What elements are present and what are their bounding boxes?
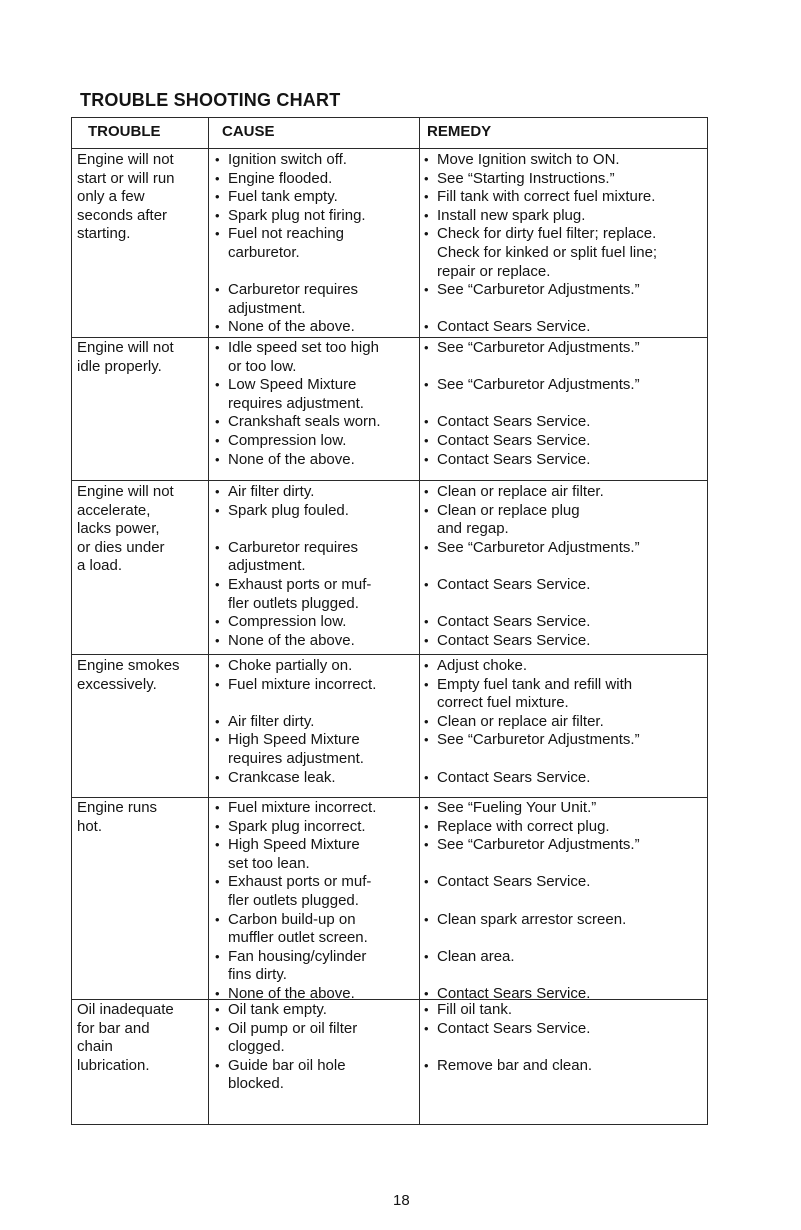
bullet-icon: •	[215, 207, 220, 223]
text-line: chain	[77, 1038, 113, 1056]
text-line	[437, 966, 708, 985]
text-line	[228, 520, 417, 539]
text-line: accelerate,	[77, 501, 151, 519]
cause-item	[212, 339, 417, 376]
bullet-icon: •	[215, 1057, 220, 1073]
cause-item	[212, 873, 417, 910]
text-line: Fill tank with correct fuel mixture.	[437, 188, 656, 206]
bullet-icon: •	[424, 818, 429, 834]
text-line: See “Carburetor Adjustments.”	[437, 376, 640, 394]
text-line: requires adjustment.	[228, 394, 364, 412]
text-line: Air filter dirty.	[228, 712, 315, 730]
text-line	[437, 395, 708, 414]
row-divider	[72, 797, 707, 798]
bullet-icon: •	[215, 948, 220, 964]
remedy-item	[421, 799, 708, 818]
bullet-icon: •	[215, 576, 220, 592]
remedy-item	[421, 539, 708, 576]
remedy-item	[421, 281, 708, 300]
bullet-icon: •	[424, 340, 429, 355]
remedy-item	[421, 676, 708, 713]
remedy-item	[421, 151, 708, 170]
cause-item	[212, 676, 417, 695]
text-line: Fuel tank empty.	[228, 188, 338, 206]
text-line: None of the above.	[228, 318, 355, 336]
text-line	[437, 892, 708, 911]
text-line: Exhaust ports or muf-	[228, 873, 372, 891]
text-line: start or will run	[77, 169, 175, 187]
text-line: blocked.	[228, 1075, 284, 1093]
text-line: Engine runs	[77, 799, 158, 816]
text-line: Contact Sears Service.	[437, 431, 591, 449]
cause-item	[212, 225, 417, 262]
text-line: fler outlets plugged.	[228, 594, 359, 612]
bullet-icon: •	[424, 874, 429, 890]
bullet-icon: •	[424, 1020, 429, 1036]
bullet-icon: •	[424, 484, 429, 499]
text-line	[437, 750, 708, 769]
bullet-icon: •	[215, 319, 220, 335]
text-line: fins dirty.	[228, 966, 287, 984]
text-line	[437, 358, 708, 377]
remedy-item	[421, 836, 708, 873]
bullet-icon: •	[424, 658, 429, 673]
bullet-icon: •	[424, 319, 429, 335]
spacer	[212, 520, 417, 539]
spacer	[421, 300, 708, 319]
text-line: Install new spark plug.	[437, 206, 586, 224]
cause-item	[212, 632, 417, 651]
bullet-icon: •	[215, 818, 220, 834]
bullet-icon: •	[215, 1020, 220, 1036]
text-line: Fuel mixture incorrect.	[228, 675, 377, 693]
remedy-item	[421, 613, 708, 632]
text-line: or dies under	[77, 538, 165, 556]
text-line: Replace with correct plug.	[437, 817, 610, 835]
remedy-cell	[421, 799, 708, 1004]
header-remedy: REMEDY	[427, 123, 492, 140]
text-line: Contact Sears Service.	[437, 450, 591, 468]
text-line	[437, 300, 708, 319]
text-line	[437, 557, 708, 576]
remedy-cell	[421, 339, 708, 469]
text-line: Remove bar and clean.	[437, 1056, 593, 1074]
text-line: Contact Sears Service.	[437, 318, 591, 336]
remedy-item	[421, 769, 708, 788]
cause-item	[212, 1020, 417, 1057]
text-line: and regap.	[437, 520, 509, 538]
text-line: Carburetor requires	[228, 281, 359, 299]
text-line: set too lean.	[228, 854, 310, 872]
bullet-icon: •	[424, 614, 429, 630]
text-line: See “Starting Instructions.”	[437, 169, 615, 187]
text-line: muffler outlet screen.	[228, 929, 368, 947]
remedy-item	[421, 1001, 708, 1020]
remedy-item	[421, 170, 708, 189]
page-title: TROUBLE SHOOTING CHART	[80, 90, 341, 110]
text-line: only a few	[77, 188, 145, 206]
cause-item	[212, 1001, 417, 1020]
text-line: Empty fuel tank and refill with	[437, 675, 633, 693]
text-line: Spark plug fouled.	[228, 501, 349, 519]
cause-item	[212, 713, 417, 732]
remedy-cell	[421, 657, 708, 787]
row-divider	[72, 337, 707, 338]
text-line: starting.	[77, 225, 131, 243]
cause-item	[212, 799, 417, 818]
text-line: Contact Sears Service.	[437, 1019, 591, 1037]
bullet-icon: •	[215, 152, 220, 167]
bullet-icon: •	[424, 632, 429, 648]
trouble-shooting-table	[71, 117, 708, 1125]
bullet-icon: •	[215, 502, 220, 518]
cause-item	[212, 483, 417, 502]
text-line: Adjust choke.	[437, 657, 528, 674]
bullet-icon: •	[424, 1057, 429, 1073]
remedy-cell	[421, 483, 708, 650]
cause-cell	[212, 657, 417, 787]
text-line: Engine flooded.	[228, 169, 333, 187]
bullet-icon: •	[215, 800, 220, 815]
text-line: Carbon build-up on	[228, 910, 356, 928]
remedy-cell	[421, 1001, 708, 1075]
remedy-item	[421, 339, 708, 376]
cause-item	[212, 432, 417, 451]
cause-item	[212, 613, 417, 632]
cause-item	[212, 1057, 417, 1094]
bullet-icon: •	[424, 713, 429, 729]
text-line: See “Carburetor Adjustments.”	[437, 731, 640, 749]
bullet-icon: •	[215, 432, 220, 448]
bullet-icon: •	[424, 432, 429, 448]
cause-item	[212, 818, 417, 837]
text-line: Engine will not	[77, 483, 174, 500]
trouble-cell	[77, 483, 207, 576]
bullet-icon: •	[424, 732, 429, 748]
cause-item	[212, 318, 417, 337]
bullet-icon: •	[215, 658, 220, 673]
text-line: Crankshaft seals worn.	[228, 413, 381, 431]
bullet-icon: •	[424, 451, 429, 467]
text-line: None of the above.	[228, 450, 355, 468]
text-line: requires adjustment.	[228, 749, 364, 767]
text-line: Contact Sears Service.	[437, 413, 591, 431]
text-line: Crankcase leak.	[228, 768, 336, 786]
text-line: Carburetor requires	[228, 538, 359, 556]
bullet-icon: •	[215, 226, 220, 242]
text-line: Compression low.	[228, 431, 347, 449]
text-line: Clean spark arrestor screen.	[437, 910, 627, 928]
text-line: Clean area.	[437, 947, 515, 965]
cause-cell	[212, 1001, 417, 1094]
text-line: Guide bar oil hole	[228, 1056, 346, 1074]
cause-item	[212, 576, 417, 613]
bullet-icon: •	[215, 377, 220, 393]
text-line: carburetor.	[228, 243, 300, 261]
text-line: None of the above.	[228, 631, 355, 649]
bullet-icon: •	[424, 282, 429, 298]
cause-item	[212, 151, 417, 170]
text-line: Contact Sears Service.	[437, 873, 591, 891]
cause-item	[212, 451, 417, 470]
bullet-icon: •	[215, 189, 220, 205]
text-line: Move Ignition switch to ON.	[437, 151, 620, 168]
bullet-icon: •	[424, 502, 429, 518]
bullet-icon: •	[424, 414, 429, 430]
remedy-item	[421, 948, 708, 985]
remedy-item	[421, 451, 708, 470]
trouble-cell	[77, 799, 207, 836]
bullet-icon: •	[215, 713, 220, 729]
text-line: Clean or replace air filter.	[437, 483, 604, 500]
bullet-icon: •	[215, 676, 220, 692]
cause-item	[212, 836, 417, 873]
text-line	[437, 929, 708, 948]
bullet-icon: •	[424, 170, 429, 186]
row-divider	[72, 654, 707, 655]
bullet-icon: •	[424, 226, 429, 242]
trouble-cell	[77, 1001, 207, 1075]
remedy-item	[421, 713, 708, 732]
bullet-icon: •	[424, 837, 429, 853]
text-line: Fuel not reaching	[228, 225, 344, 243]
text-line: Check for kinked or split fuel line;	[437, 243, 658, 261]
text-line: Spark plug incorrect.	[228, 817, 366, 835]
text-line: Engine will not	[77, 339, 174, 356]
bullet-icon: •	[215, 170, 220, 186]
remedy-item	[421, 818, 708, 837]
text-line: See “Carburetor Adjustments.”	[437, 538, 640, 556]
remedy-item	[421, 188, 708, 207]
text-line: Fan housing/cylinder	[228, 947, 367, 965]
cause-item	[212, 657, 417, 676]
bullet-icon: •	[424, 1002, 429, 1017]
remedy-item	[421, 576, 708, 613]
row-divider	[72, 480, 707, 481]
remedy-item	[421, 502, 708, 539]
text-line: See “Carburetor Adjustments.”	[437, 281, 640, 299]
text-line	[437, 1038, 708, 1057]
text-line: or too low.	[228, 357, 297, 375]
text-line: Spark plug not firing.	[228, 206, 366, 224]
text-line: Check for dirty fuel filter; replace.	[437, 225, 657, 243]
column-divider	[208, 118, 209, 1124]
text-line	[228, 694, 417, 713]
text-line: Engine will not	[77, 151, 174, 168]
bullet-icon: •	[215, 985, 220, 1001]
remedy-item	[421, 1020, 708, 1057]
text-line: repair or replace.	[437, 262, 551, 280]
cause-item	[212, 911, 417, 948]
text-line: clogged.	[228, 1038, 285, 1056]
page-number: 18	[393, 1192, 410, 1209]
text-line: Contact Sears Service.	[437, 631, 591, 649]
cause-cell	[212, 483, 417, 650]
bullet-icon: •	[215, 769, 220, 785]
bullet-icon: •	[215, 539, 220, 555]
remedy-item	[421, 1057, 708, 1076]
bullet-icon: •	[424, 769, 429, 785]
bullet-icon: •	[215, 282, 220, 298]
text-line: Contact Sears Service.	[437, 984, 591, 1002]
cause-item	[212, 948, 417, 985]
cause-item	[212, 376, 417, 413]
cause-cell	[212, 151, 417, 337]
text-line: Contact Sears Service.	[437, 768, 591, 786]
text-line: Ignition switch off.	[228, 151, 347, 168]
text-line: Air filter dirty.	[228, 483, 315, 500]
remedy-item	[421, 207, 708, 226]
text-line: Low Speed Mixture	[228, 376, 357, 394]
cause-item	[212, 170, 417, 189]
text-line: Oil inadequate	[77, 1001, 174, 1018]
bullet-icon: •	[424, 207, 429, 223]
trouble-cell	[77, 151, 207, 244]
bullet-icon: •	[215, 414, 220, 430]
bullet-icon: •	[424, 676, 429, 692]
text-line: hot.	[77, 817, 103, 835]
bullet-icon: •	[424, 948, 429, 964]
cause-item	[212, 539, 417, 576]
text-line: adjustment.	[228, 557, 306, 575]
bullet-icon: •	[424, 152, 429, 167]
bullet-icon: •	[424, 800, 429, 815]
remedy-item	[421, 225, 708, 281]
remedy-item	[421, 318, 708, 337]
cause-item	[212, 502, 417, 521]
text-line: Exhaust ports or muf-	[228, 575, 372, 593]
text-line: See “Carburetor Adjustments.”	[437, 339, 640, 356]
text-line: Contact Sears Service.	[437, 613, 591, 631]
cause-item	[212, 731, 417, 768]
remedy-cell	[421, 151, 708, 337]
bullet-icon: •	[424, 985, 429, 1001]
cause-item	[212, 413, 417, 432]
text-line: seconds after	[77, 206, 168, 224]
bullet-icon: •	[424, 911, 429, 927]
text-line: Oil tank empty.	[228, 1001, 327, 1018]
text-line: Choke partially on.	[228, 657, 353, 674]
text-line: Compression low.	[228, 613, 347, 631]
trouble-cell	[77, 339, 207, 376]
remedy-item	[421, 731, 708, 768]
remedy-item	[421, 413, 708, 432]
bullet-icon: •	[215, 340, 220, 355]
text-line: Idle speed set too high	[228, 339, 379, 356]
cause-item	[212, 207, 417, 226]
cause-item	[212, 281, 417, 318]
text-line: High Speed Mixture	[228, 731, 360, 749]
bullet-icon: •	[215, 874, 220, 890]
cause-cell	[212, 799, 417, 1004]
remedy-item	[421, 483, 708, 502]
remedy-item	[421, 432, 708, 451]
bullet-icon: •	[215, 1002, 220, 1017]
bullet-icon: •	[424, 377, 429, 393]
spacer	[212, 263, 417, 282]
text-line: Contact Sears Service.	[437, 575, 591, 593]
bullet-icon: •	[424, 189, 429, 205]
text-line	[228, 263, 417, 282]
cause-item	[212, 188, 417, 207]
remedy-item	[421, 911, 708, 948]
column-divider	[419, 118, 420, 1124]
row-divider	[72, 148, 707, 149]
cause-item	[212, 769, 417, 788]
text-line: Oil pump or oil filter	[228, 1019, 358, 1037]
text-line: lacks power,	[77, 520, 160, 538]
text-line: Fill oil tank.	[437, 1001, 513, 1018]
text-line: correct fuel mixture.	[437, 694, 569, 712]
text-line	[437, 855, 708, 874]
text-line: See “Fueling Your Unit.”	[437, 799, 597, 816]
text-line: for bar and	[77, 1019, 150, 1037]
header-trouble: TROUBLE	[88, 123, 161, 140]
bullet-icon: •	[215, 632, 220, 648]
bullet-icon: •	[424, 576, 429, 592]
text-line: High Speed Mixture	[228, 836, 360, 854]
text-line: idle properly.	[77, 357, 162, 375]
bullet-icon: •	[215, 484, 220, 499]
bullet-icon: •	[215, 732, 220, 748]
text-line: lubrication.	[77, 1056, 150, 1074]
remedy-item	[421, 873, 708, 910]
text-line	[437, 595, 708, 614]
text-line: Clean or replace air filter.	[437, 712, 604, 730]
remedy-item	[421, 632, 708, 651]
bullet-icon: •	[215, 837, 220, 853]
bullet-icon: •	[215, 614, 220, 630]
bullet-icon: •	[424, 539, 429, 555]
remedy-item	[421, 657, 708, 676]
text-line: excessively.	[77, 675, 157, 693]
text-line: a load.	[77, 557, 123, 575]
bullet-icon: •	[215, 911, 220, 927]
text-line: Clean or replace plug	[437, 501, 580, 519]
text-line: See “Carburetor Adjustments.”	[437, 836, 640, 854]
trouble-cell	[77, 657, 207, 694]
text-line: adjustment.	[228, 299, 306, 317]
header-cause: CAUSE	[222, 123, 275, 140]
cause-cell	[212, 339, 417, 469]
text-line: Engine smokes	[77, 657, 180, 674]
text-line: Fuel mixture incorrect.	[228, 799, 377, 816]
bullet-icon: •	[215, 451, 220, 467]
text-line: None of the above.	[228, 984, 355, 1002]
spacer	[212, 694, 417, 713]
text-line: fler outlets plugged.	[228, 891, 359, 909]
remedy-item	[421, 376, 708, 413]
